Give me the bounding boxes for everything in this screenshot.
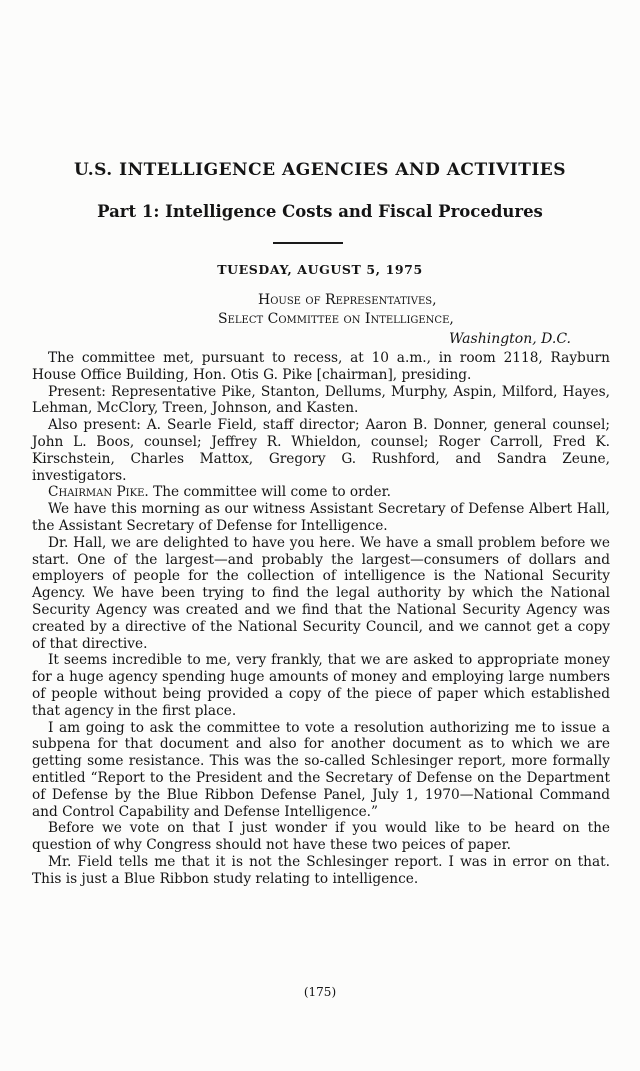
paragraph: Present: Representative Pike, Stanton, Dellums, Murphy, Aspin, Milford, Hayes, Lehman, McClory, Treen, Johnson, and Kasten. xyxy=(32,383,610,417)
document-subtitle: Part 1: Intelligence Costs and Fiscal Procedures xyxy=(97,202,543,221)
paragraph: I am going to ask the committee to vote a resolution authorizing me to issue a subpena for that document and also for another document as to which we are getting some resistance. This was the so-called Schlesinger report, more formally entitled “Report to the President and the Secretary of Defense on the Department of Defense by the Blue Ribbon Defense Panel, July 1, 1970—National Command and Control Capability and Defense Intelligence.” xyxy=(32,719,610,820)
location-line-3: Washington, D.C. xyxy=(449,331,571,347)
title-divider xyxy=(273,242,343,244)
body-text xyxy=(32,350,610,888)
page-number: (175) xyxy=(303,985,337,999)
paragraph: Before we vote on that I just wonder if you would like to be heard on the question of why Congress should not have these two peices of paper. xyxy=(32,820,610,854)
paragraph: The committee met, pursuant to recess, at 10 a.m., in room 2118, Rayburn House Office Building, Hon. Otis G. Pike [chairman], presiding. xyxy=(32,350,610,383)
paragraph: Chairman Pike. The committee will come to order. xyxy=(48,484,391,501)
hearing-date: TUESDAY, AUGUST 5, 1975 xyxy=(217,262,423,277)
location-line-1: House of Representatives, xyxy=(258,292,437,308)
paragraph: Mr. Field tells me that it is not the Schlesinger report. I was in error on that. This is just a Blue Ribbon study relating to intelligence. xyxy=(32,853,610,887)
paragraph: It seems incredible to me, very frankly, that we are asked to appropriate money for a huge agency spending huge amounts of money and employing large numbers of people without being provided a copy of the piece of paper which established that agency in the first place. xyxy=(32,652,610,719)
paragraph: Also present: A. Searle Field, staff director; Aaron B. Donner, general counsel; John L. Boos, counsel; Jeffrey R. Whieldon, counsel; Roger Carroll, Fred K. Kirschstein, Charles Mattox, Gregory G. Rushford, and Sandra Zeune, investigators. xyxy=(32,417,610,484)
location-line-2: Select Committee on Intelligence, xyxy=(218,311,454,327)
speaker-name: Chairman Pike. xyxy=(48,484,149,501)
paragraph: Dr. Hall, we are delighted to have you here. We have a small problem before we start. One of the largest—and probably the largest—consumers of dollars and employers of people for the collection of intelligence is the National Security Agency. We have been trying to find the legal authority by which the National Security Agency was created and we find that the National Security Agency was created by a directive of the National Security Council, and we cannot get a copy of that directive. xyxy=(32,534,610,652)
paragraph: We have this morning as our witness Assistant Secretary of Defense Albert Hall, the Assistant Secretary of Defense for Intelligence. xyxy=(32,501,610,534)
document-title: U.S. INTELLIGENCE AGENCIES AND ACTIVITIES xyxy=(73,160,567,180)
